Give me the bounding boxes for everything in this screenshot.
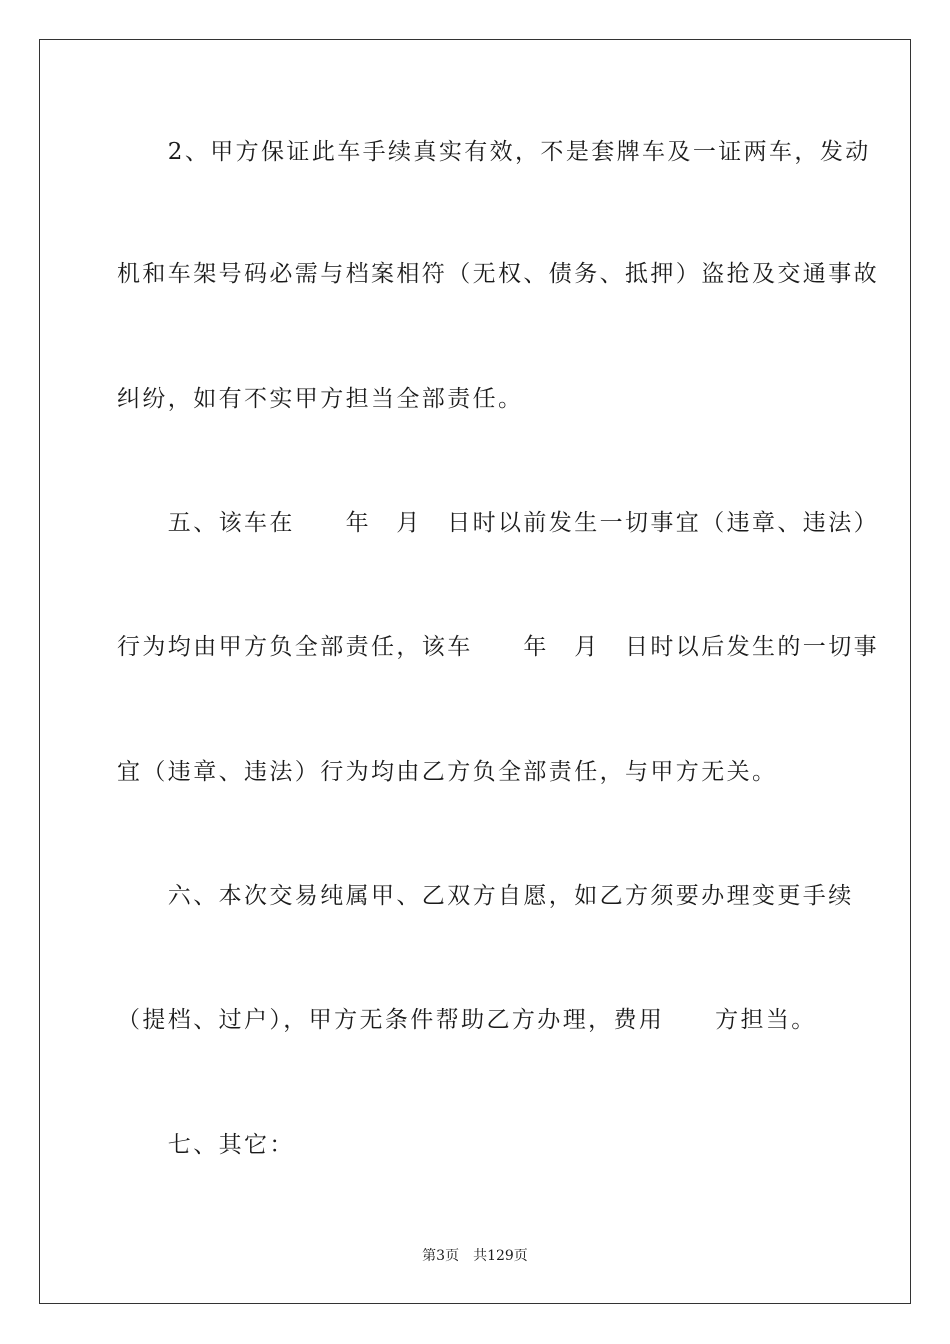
paragraph-line: 行为均由甲方负全部责任，该车 年 月 日时以后发生的一切事 xyxy=(117,634,879,660)
paragraph-line: 纠纷，如有不实甲方担当全部责任。 xyxy=(117,386,524,412)
paragraph-line: 七、其它： xyxy=(117,1132,295,1158)
page-border xyxy=(39,39,911,1304)
paragraph-line: 宜（违章、违法）行为均由乙方负全部责任，与甲方无关。 xyxy=(117,759,778,785)
paragraph-line: 五、该车在 年 月 日时以前发生一切事宜（违章、违法） xyxy=(117,510,879,536)
paragraph-line: 机和车架号码必需与档案相符（无权、债务、抵押）盗抢及交通事故 xyxy=(117,261,879,287)
paragraph-line: 2、甲方保证此车手续真实有效，不是套牌车及一证两车，发动 xyxy=(117,139,871,165)
paragraph-line: 六、本次交易纯属甲、乙双方自愿，如乙方须要办理变更手续 xyxy=(117,883,854,909)
page-number-footer: 第3页 共129页 xyxy=(422,1248,528,1264)
paragraph-line: （提档、过户），甲方无条件帮助乙方办理，费用 方担当。 xyxy=(117,1007,817,1033)
